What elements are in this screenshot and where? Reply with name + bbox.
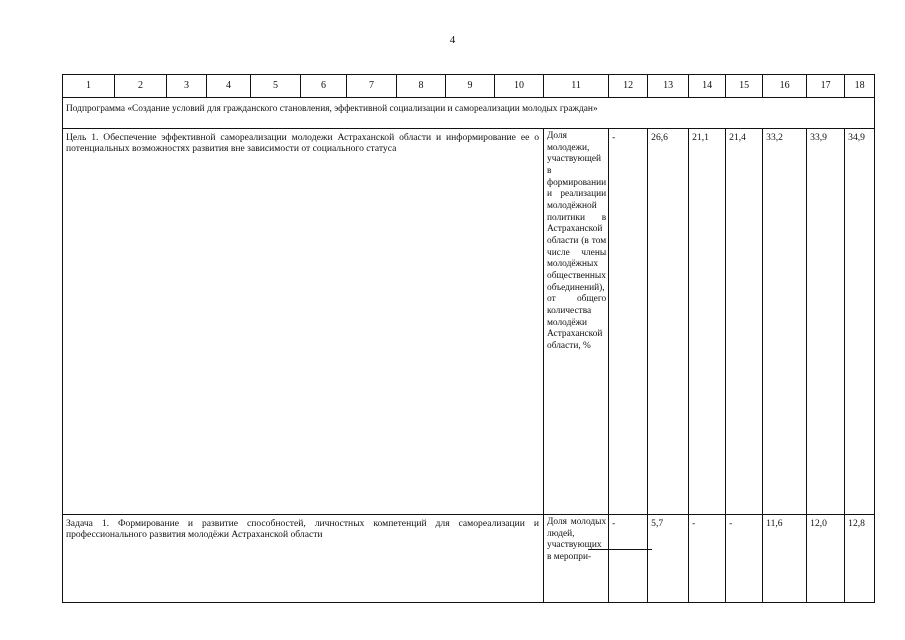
task-value-16: 11,6 — [763, 515, 807, 603]
goal-value-17: 33,9 — [807, 129, 845, 515]
column-number-15: 15 — [726, 75, 763, 98]
column-number-13: 13 — [648, 75, 689, 98]
column-number-17: 17 — [807, 75, 845, 98]
column-number-4: 4 — [207, 75, 251, 98]
subprogram-title: Подпрограмма «Создание условий для гражданского становления, эффективной социализации и самореализации молодых граждан» — [63, 98, 875, 129]
column-number-1: 1 — [63, 75, 115, 98]
column-number-5: 5 — [251, 75, 301, 98]
column-number-18: 18 — [845, 75, 875, 98]
task-text: Задача 1. Формирование и развитие способностей, личностных компетенций для самореализации и профессионального развития молодёжи Астраханской области — [63, 515, 544, 603]
goal-value-18: 34,9 — [845, 129, 875, 515]
task-value-15: - — [726, 515, 763, 603]
task-value-14: - — [689, 515, 726, 603]
task-indicator: Доля молодых людей, участвующих в меропри- — [544, 515, 609, 603]
task-value-17: 12,0 — [807, 515, 845, 603]
column-number-9: 9 — [446, 75, 495, 98]
column-number-3: 3 — [167, 75, 207, 98]
column-number-row — [63, 75, 875, 98]
goal-text: Цель 1. Обеспечение эффективной самореализации молодежи Астраханской области и информирование ее о потенциальных возможностях развития вне зависимости от социального статуса — [63, 129, 544, 515]
column-number-7: 7 — [347, 75, 397, 98]
handwritten-line — [588, 549, 652, 550]
goal-value-16: 33,2 — [763, 129, 807, 515]
page-number: 4 — [449, 34, 456, 46]
column-number-11: 11 — [544, 75, 609, 98]
goal-value-15: 21,4 — [726, 129, 763, 515]
column-number-14: 14 — [689, 75, 726, 98]
goal-indicator: Доля молодежи, участвующей в формировании и реализации молодёжной политики в Астраханской области (в том числе члены молодёжных общественных объединений), от общего количества молодёжи Астраханской области, % — [544, 129, 609, 515]
column-number-10: 10 — [495, 75, 544, 98]
column-number-8: 8 — [397, 75, 446, 98]
task-value-13: 5,7 — [648, 515, 689, 603]
column-number-12: 12 — [609, 75, 648, 98]
column-number-2: 2 — [115, 75, 167, 98]
table-row-task-1 — [63, 515, 875, 603]
indicator-table — [62, 74, 875, 603]
goal-value-14: 21,1 — [689, 129, 726, 515]
subprogram-row — [63, 98, 875, 129]
column-number-16: 16 — [763, 75, 807, 98]
task-value-12: - — [609, 515, 648, 603]
table-row-goal-1 — [63, 129, 875, 515]
goal-value-12: - — [609, 129, 648, 515]
goal-value-13: 26,6 — [648, 129, 689, 515]
column-number-6: 6 — [301, 75, 347, 98]
task-value-18: 12,8 — [845, 515, 875, 603]
